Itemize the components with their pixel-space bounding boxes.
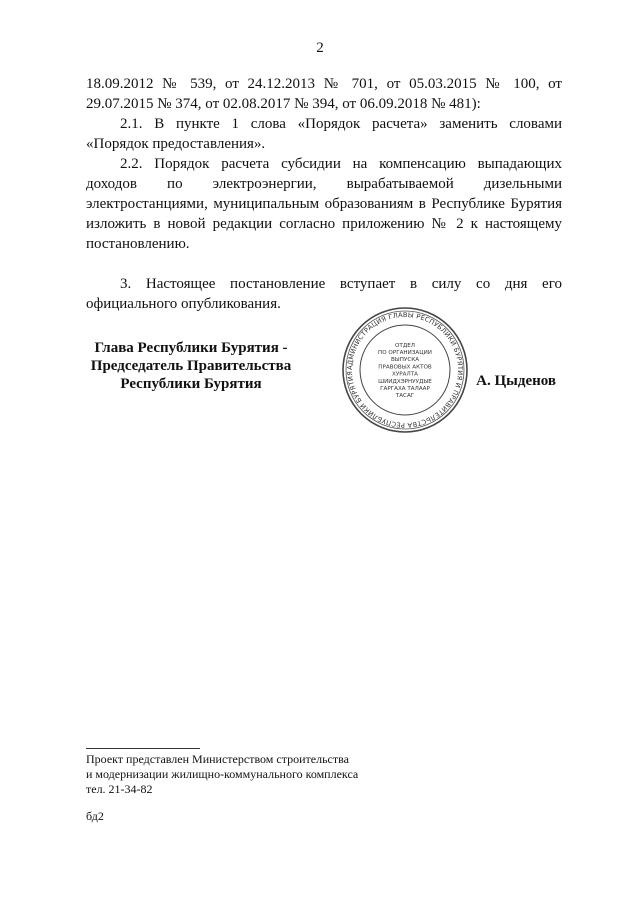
svg-text:АДМИНИСТРАЦИЯ ГЛАВЫ РЕСПУБЛИКИ: АДМИНИСТРАЦИЯ ГЛАВЫ РЕСПУБЛИКИ БУРЯТИЯ И ПРАВИТЕЛЬСТВА РЕСПУБЛИКИ БУРЯТИЯ bbox=[345, 310, 465, 430]
seal-center-line: ОТДЕЛ bbox=[395, 342, 415, 349]
paragraph-2-1: 2.1. В пунктe 1 слова «Порядок расчета» заменить словами «Порядок предоставления». bbox=[86, 116, 562, 152]
footnote-line: и модернизации жилищно-коммунального комплекса bbox=[86, 767, 359, 781]
document-code: бд2 bbox=[86, 809, 104, 823]
seal-center-line: ТАСАГ bbox=[395, 393, 415, 400]
paragraph-2-2: 2.2. Порядок расчета субсидии на компенсацию выпадающих доходов по электроэнергии, вырабатываемой дизельными электростанциями, муниципальным образованиям в Республике Бурятия изложить в новой редакции согласно приложению № 2 к настоящему постановлению. bbox=[86, 156, 562, 252]
seal-center-line: ПРАВОВЫХ АКТОВ bbox=[378, 364, 432, 371]
seal-center-line: ВЫПУСКА bbox=[390, 357, 420, 364]
seal-center-line: ШИИДХЭРНУУДЫЕ bbox=[378, 378, 432, 385]
signatory-name: А. Цыденов bbox=[476, 373, 556, 389]
footnote-divider bbox=[86, 748, 200, 749]
seal-center-line: ГАРГАХА ТАЛААР bbox=[380, 386, 430, 392]
signatory-title bbox=[86, 339, 296, 393]
footnote-phone: тел. 21-34-82 bbox=[86, 782, 153, 796]
signatory-title-line: Республики Бурятия bbox=[120, 376, 262, 392]
signatory-title-line: Председатель Правительства bbox=[90, 358, 292, 374]
document-body bbox=[86, 74, 562, 314]
seal-center-line: ХУРАЛТА bbox=[392, 371, 418, 378]
official-seal-stamp bbox=[340, 305, 470, 435]
footnote bbox=[86, 752, 486, 797]
paragraph-3: 3. Настоящее постановление вступает в силу со дня его официального опубликования. bbox=[86, 276, 562, 312]
page-number: 2 bbox=[316, 40, 324, 56]
footnote-line: Проект представлен Министерством строительства bbox=[86, 752, 349, 766]
paragraph-amendment-dates: 18.09.2012 № 539, от 24.12.2013 № 701, от 05.03.2015 № 100, от 29.07.2015 № 374, от 02.08.2017 № 394, от 06.09.2018 № 481): bbox=[86, 76, 562, 112]
seal-center-line: ПО ОРГАНИЗАЦИИ bbox=[378, 350, 432, 356]
signatory-title-line: Глава Республики Бурятия - bbox=[94, 340, 288, 356]
